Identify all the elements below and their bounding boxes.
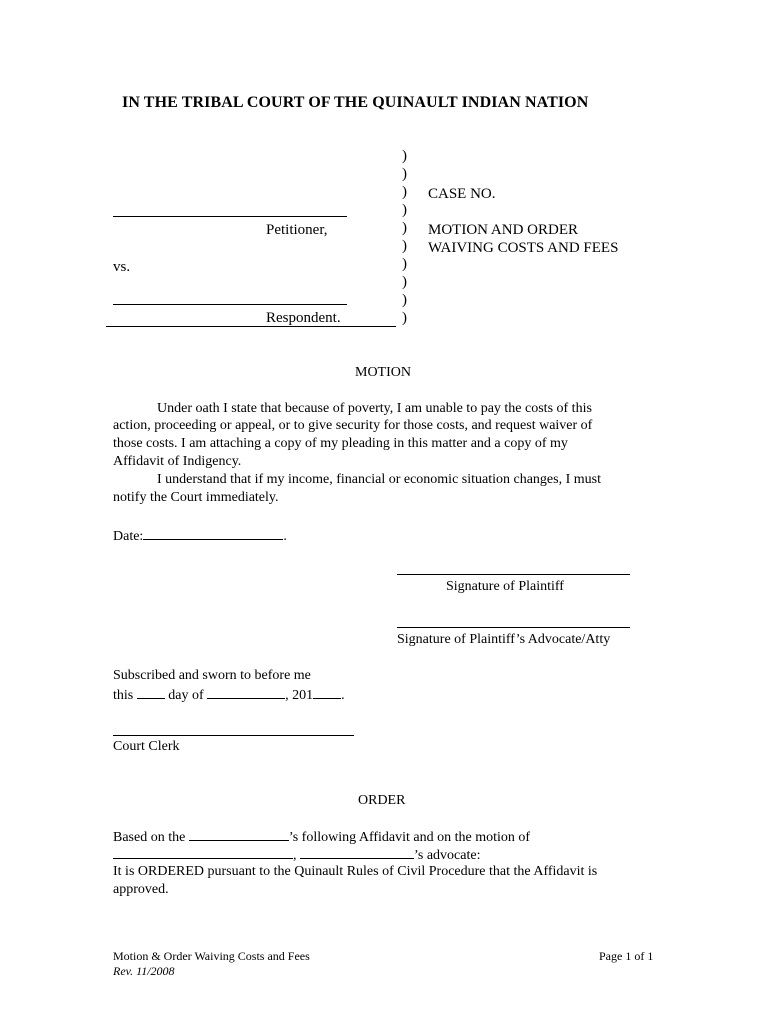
petitioner-label: Petitioner, [266,222,328,238]
vs-label: vs. [113,259,131,275]
motion-paragraph-line: notify the Court immediately. [113,490,279,505]
date-label: Date: [113,529,144,544]
date-row [113,526,287,545]
date-period: . [283,529,287,544]
caption-paren: ) [402,220,407,236]
caption-paren: ) [402,292,407,308]
caption-paren: ) [402,148,407,164]
movant-name-field[interactable] [113,845,293,859]
footer-form-title: Motion & Order Waiving Costs and Fees [113,949,310,963]
caption-paren: ) [402,310,407,326]
respondent-underline [106,326,396,327]
motion-title-line1: MOTION AND ORDER [428,222,578,238]
footer-page-info: Page 1 of 1 [599,949,654,963]
motion-paragraph-line: Affidavit of Indigency. [113,454,242,469]
ordered-line: approved. [113,882,169,897]
caption-paren: ) [402,274,407,290]
motion-paragraph-line: those costs. I am attaching a copy of my pleading in this matter and a copy of my [113,436,568,451]
year-field[interactable] [313,685,341,699]
following-affidavit-text: ’s following Affidavit and on the motion of [288,830,531,845]
month-field[interactable] [207,685,285,699]
caption-paren: ) [402,256,407,272]
advocate-name-field[interactable] [300,845,414,859]
plaintiff-signature-label: Signature of Plaintiff [446,579,564,594]
plaintiff-signature-line[interactable] [397,574,630,575]
advocate-signature-line[interactable] [397,627,630,628]
affiant-name-field[interactable] [189,827,289,841]
petitioner-name-line[interactable] [113,216,347,217]
order-heading: ORDER [358,793,406,808]
day-field[interactable] [137,685,165,699]
ordered-line: It is ORDERED pursuant to the Quinault Rules of Civil Procedure that the Affidavit is [113,864,598,879]
respondent-name-line[interactable] [113,304,347,305]
sworn-period: . [341,688,345,703]
this-label: this [113,688,134,703]
order-advocate-row [113,845,480,864]
sworn-date-row [113,685,345,704]
clerk-label: Court Clerk [113,739,180,754]
clerk-signature-line[interactable] [113,735,354,736]
advocate-signature-label: Signature of Plaintiff’s Advocate/Atty [397,632,611,647]
case-no-label: CASE NO. [428,186,496,202]
caption-paren: ) [402,166,407,182]
respondent-label: Respondent. [266,310,341,326]
day-of-label: day of [168,688,204,703]
sworn-line: Subscribed and sworn to before me [113,668,311,683]
order-comma: , [293,848,297,863]
court-title: IN THE TRIBAL COURT OF THE QUINAULT INDIAN NATION [122,94,589,111]
based-on-label: Based on the [113,830,186,845]
motion-title-line2: WAIVING COSTS AND FEES [428,240,619,256]
order-based-on-row [113,827,530,846]
date-field[interactable] [143,526,283,540]
motion-heading: MOTION [355,365,411,380]
caption-paren: ) [402,184,407,200]
caption-paren: ) [402,202,407,218]
footer-revision: Rev. 11/2008 [113,964,175,978]
year-prefix: , 201 [285,688,314,703]
caption-paren: ) [402,238,407,254]
advocate-text: ’s advocate: [414,848,481,863]
motion-paragraph-line: I understand that if my income, financial or economic situation changes, I must [157,472,601,487]
motion-paragraph-line: action, proceeding or appeal, or to give security for those costs, and request waiver of [113,418,593,433]
motion-paragraph-line: Under oath I state that because of poverty, I am unable to pay the costs of this [157,401,592,416]
